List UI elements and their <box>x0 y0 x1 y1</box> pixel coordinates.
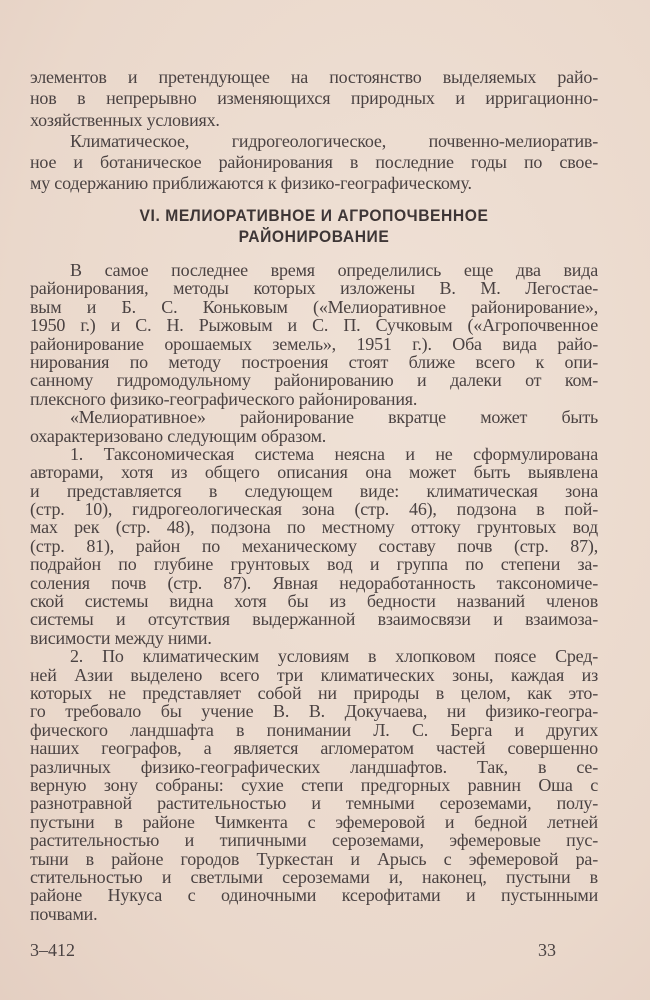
section-body <box>30 261 598 923</box>
text-line: плексного физико-географического районирования. <box>30 388 418 409</box>
text-line: почвами. <box>30 903 98 924</box>
text-line: растительностью и типичными сероземами, эфемеровые пус- <box>30 830 598 851</box>
paragraph <box>30 445 598 647</box>
heading-line-2: РАЙОНИРОВАНИЕ <box>238 227 390 246</box>
text-line: районирования, методы которых изложены В. М. Легостае- <box>30 278 598 299</box>
text-line: мах рек (стр. 48), подзона по местному оттоку грунтовых вод <box>30 517 598 538</box>
printer-signature: 3–412 <box>30 940 75 960</box>
text-line: (стр. 81), район по механическому составу почв (стр. 87), <box>30 535 598 556</box>
text-line: наших географов, а является агломератом частей совершенно <box>30 738 598 759</box>
heading-line-1: VI. МЕЛИОРАТИВНОЕ И АГРОПОЧВЕННОЕ <box>139 206 489 225</box>
paragraph <box>30 408 598 445</box>
text-line: нирования по методу построения стоят ближе всего к опи- <box>30 351 598 372</box>
page-number: 33 <box>538 940 556 960</box>
text-line: охарактеризовано следующим образом. <box>30 425 327 446</box>
paragraph <box>30 261 598 408</box>
text-line: системы и отсутствия выдержанной взаимосвязи и взаимоза- <box>30 609 598 630</box>
text-line: ное и ботаническое районирования в последние годы по свое- <box>30 152 598 173</box>
text-line: 1950 г.) и С. Н. Рыжовым и С. П. Сучковым («Агропочвенное <box>30 315 598 336</box>
text-line: и представляется в следующем виде: климатическая зона <box>30 480 598 501</box>
text-line: висимости между ними. <box>30 627 212 648</box>
text-line: 2. По климатическим условиям в хлопковом поясе Сред- <box>70 646 598 667</box>
intro-text <box>30 67 598 195</box>
text-line: (стр. 10), гидрогеологическая зона (стр. 46), подзона в пой- <box>30 499 598 520</box>
text-line: авторами, хотя из общего описания она может быть выявлена <box>30 462 598 483</box>
text-line: тыни в районе городов Туркестан и Арысь с эфемеровой ра- <box>30 848 598 869</box>
text-line: верную зону собраны: сухие степи предгорных равнин Оша с <box>30 774 598 795</box>
paragraph <box>30 131 598 195</box>
text-line: 1. Таксономическая система неясна и не сформулирована <box>70 443 598 464</box>
text-line: элементов и претендующее на постоянство выделяемых райо- <box>30 67 598 87</box>
text-line: хозяйственных условиях. <box>30 109 220 130</box>
text-line: ской системы видна хотя бы из бедности названий членов <box>30 591 598 612</box>
text-line: разнотравной растительностью и темными сероземами, полу- <box>30 793 598 814</box>
text-line: му содержанию приближаются к физико-географическому. <box>30 173 472 194</box>
paragraph <box>30 647 598 923</box>
text-line: районирование орошаемых земель», 1951 г.). Оба вида райо- <box>30 333 598 354</box>
text-line: В самое последнее время определились еще два вида <box>70 260 598 280</box>
section-heading <box>30 205 598 247</box>
text-line: вым и Б. С. Коньковым («Мелиоративное районирование», <box>30 296 598 317</box>
text-line: ней Азии выделено всего три климатических зоны, каждая из <box>30 664 598 685</box>
text-line: фического ландшафта в понимании Л. С. Берга и других <box>30 719 598 740</box>
text-line: различных физико-географических ландшафтов. Так, в се- <box>30 756 598 777</box>
text-line: соления почв (стр. 87). Явная недоработанность таксономиче- <box>30 572 598 593</box>
paragraph <box>30 67 598 131</box>
text-line: Климатическое, гидрогеологическое, почвенно-мелиоратив- <box>70 130 598 151</box>
text-line: стительностью и светлыми сероземами и, наконец, пустыни в <box>30 866 598 887</box>
text-line: районе Нукуса с одиночными ксерофитами и пустынными <box>30 885 598 906</box>
text-line: подрайон по глубине грунтовых вод и группа по степени за- <box>30 554 598 575</box>
text-line: го требовало бы учение В. В. Докучаева, ни физико-геогра- <box>30 701 598 722</box>
text-line: «Мелиоративное» районирование вкратце может быть <box>70 407 598 428</box>
text-line: санному гидромодульному районированию и далеки от ком- <box>30 370 598 391</box>
text-line: нов в непрерывно изменяющихся природных и ирригационно- <box>30 88 598 109</box>
text-line: которых не представляет собой ни природы в целом, как это- <box>30 682 598 703</box>
text-line: пустыни в районе Чимкента с эфемеровой и бедной летней <box>30 811 598 832</box>
